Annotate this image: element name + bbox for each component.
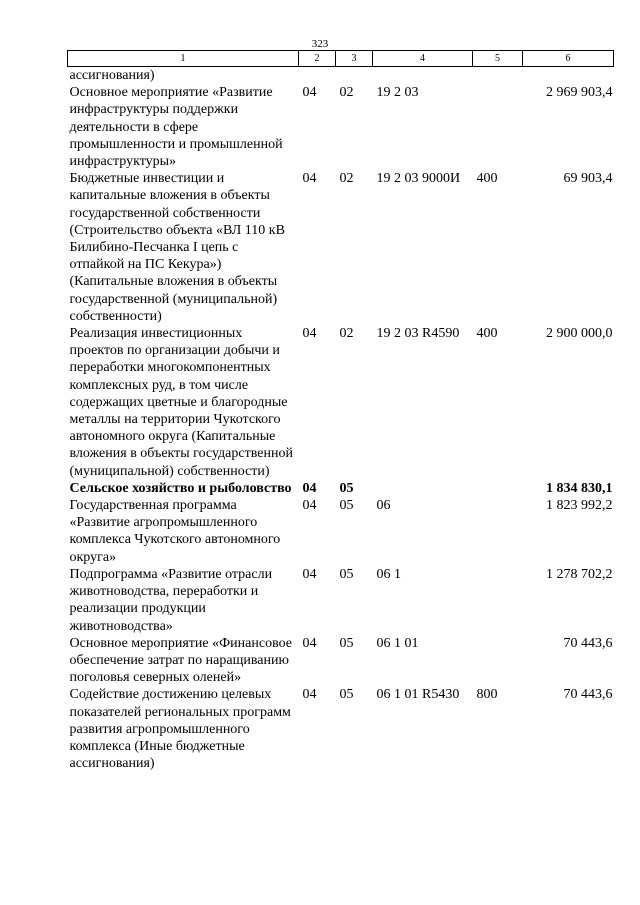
column-header-1: 1 [68,51,299,67]
row-section: 04 [302,498,317,514]
row-expense-type: 800 [476,687,498,703]
table-row [68,325,614,480]
table-row [68,635,614,687]
row-target-article: 06 [376,498,391,514]
row-name: Реализация инвестиционных проектов по организации добычи и переработки многокомпонентных комплексных руд, в том числе содержащих цветные и благородные металлы на территории Чукотского автономного округа (Капитальные вложения в объекты государственной (муниципальной) собственности) [69,326,293,479]
column-header-4: 4 [373,51,473,67]
row-expense-type: 400 [476,326,498,342]
row-subsection [336,67,373,85]
table-header [68,51,614,67]
row-expense-type [473,635,523,687]
table-row [68,170,614,325]
row-name: ассигнования) [69,68,155,83]
row-name: Сельское хозяйство и рыболовство [69,480,292,496]
column-header-6: 6 [523,51,614,67]
row-section: 04 [302,566,317,582]
row-amount: 2 900 000,0 [546,326,613,342]
row-section: 04 [302,635,317,651]
row-expense-type [473,84,523,170]
row-name: Основное мероприятие «Развитие инфраструктуры поддержки деятельности в сфере промышленности и промышленной инфраструктуры» [69,85,283,170]
row-amount [523,67,614,85]
column-header-5: 5 [473,51,523,67]
row-target-article: 06 1 01 [376,635,419,651]
row-expense-type [473,497,523,566]
row-name: Государственная программа «Развитие агропромышленного комплекса Чукотского автономного округа» [69,498,281,565]
row-section: 04 [302,687,317,703]
row-amount: 70 443,6 [563,635,613,651]
row-subsection: 02 [339,85,354,101]
row-subsection: 05 [339,687,354,703]
budget-table [67,50,614,772]
row-subsection: 02 [339,326,354,342]
row-amount: 1 278 702,2 [546,566,613,582]
row-target-article [373,67,473,85]
column-header-2: 2 [299,51,336,67]
row-name: Основное мероприятие «Финансовое обеспечение затрат по наращиванию поголовья северных оленей» [69,635,292,686]
row-section: 04 [302,85,317,101]
row-name: Содействие достижению целевых показателей региональных программ развития агропромышленного комплекса (Иные бюджетные ассигнования) [69,687,291,772]
page-number: 323 [311,38,329,50]
row-subsection: 05 [339,566,354,582]
row-amount: 69 903,4 [563,171,613,187]
row-expense-type [473,566,523,635]
row-target-article: 19 2 03 9000И [376,171,461,187]
row-name: Бюджетные инвестиции и капитальные вложения в объекты государственной собственности (Строительство объекта «ВЛ 110 кВ Билибино-Песчанка I цепь с отпайкой на ПС Кекура») (Капитальные вложения в объекты государственной (муниципальной) собственности) [69,171,285,324]
row-target-article: 19 2 03 [376,85,419,101]
table-row [68,566,614,635]
row-section [299,67,336,85]
row-amount: 2 969 903,4 [546,85,613,101]
row-name: Подпрограмма «Развитие отрасли животноводства, переработки и реализации продукции животноводства» [69,566,273,634]
row-amount: 70 443,6 [563,687,613,703]
table-row [68,480,614,497]
row-target-article [373,480,473,497]
row-target-article: 06 1 [376,566,401,582]
row-section: 04 [302,326,317,342]
table-row [68,686,614,772]
row-target-article: 19 2 03 R4590 [376,326,460,342]
row-subsection: 05 [339,635,354,651]
row-section: 04 [302,171,317,187]
table-row [68,497,614,566]
row-subsection: 05 [339,480,354,496]
table-row [68,67,614,85]
table-row [68,84,614,170]
row-expense-type [473,480,523,497]
row-amount: 1 823 992,2 [546,498,613,514]
row-subsection: 05 [339,498,354,514]
row-amount: 1 834 830,1 [546,480,613,496]
column-header-3: 3 [336,51,373,67]
row-section: 04 [302,480,317,496]
table-body [68,67,614,773]
row-expense-type: 400 [476,171,498,187]
row-target-article: 06 1 01 R5430 [376,687,460,703]
row-subsection: 02 [339,171,354,187]
row-expense-type [473,67,523,85]
